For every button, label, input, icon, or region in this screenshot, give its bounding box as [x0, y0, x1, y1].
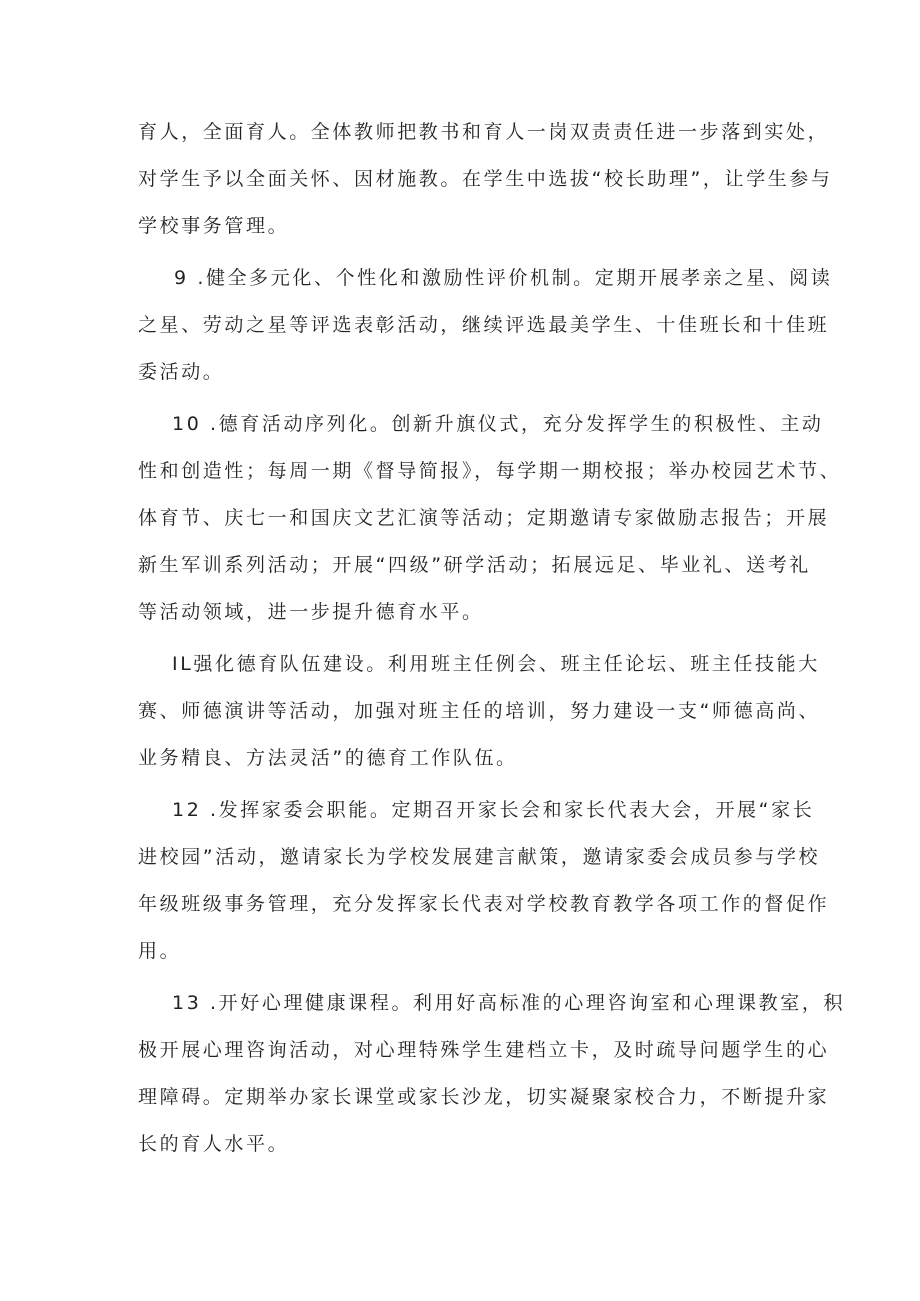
text-line: 体育节、庆七一和国庆文艺汇演等活动；定期邀请专家做励志报告；开展 — [138, 507, 830, 529]
text-line: 赛、师德演讲等活动，加强对班主任的培训，努力建设一支“师德高尚、 — [138, 700, 821, 722]
text-line: 等活动领域，进一步提升德育水平。 — [138, 601, 484, 623]
text-line: 之星、劳动之星等评选表彰活动，继续评选最美学生、十佳班长和十佳班 — [138, 314, 830, 336]
text-line: 用。 — [138, 940, 182, 962]
text-line: 进校园”活动，邀请家长为学校发展建言献策，邀请家委会成员参与学校 — [138, 846, 821, 868]
text-line: 长的育人水平。 — [138, 1133, 290, 1155]
text-line: 委活动。 — [138, 361, 225, 383]
text-line: 学校事务管理。 — [138, 215, 290, 237]
text-line: IL强化德育队伍建设。利用班主任例会、班主任论坛、班主任技能大 — [172, 653, 820, 675]
text-line: 10 .德育活动序列化。创新升旗仪式，充分发挥学生的积极性、主动 — [172, 413, 824, 435]
text-line: 13 .开好心理健康课程。利用好高标准的心理咨询室和心理课教室，积 — [172, 992, 846, 1014]
text-line: 9 .健全多元化、个性化和激励性评价机制。定期开展孝亲之星、阅读 — [174, 267, 833, 289]
text-line: 性和创造性；每周一期《督导简报》，每学期一期校报；举办校园艺术节、 — [138, 460, 842, 482]
text-line: 对学生予以全面关怀、因材施教。在学生中选拔“校长助理”，让学生参与 — [138, 168, 833, 190]
text-line: 12 .发挥家委会职能。定期召开家长会和家长代表大会，开展“家长 — [172, 799, 815, 821]
text-line: 理障碍。定期举办家长课堂或家长沙龙，切实凝聚家校合力，不断提升家 — [138, 1086, 830, 1108]
text-line: 新生军训系列活动；开展“四级”研学活动；拓展远足、毕业礼、送考礼 — [138, 554, 811, 576]
text-line: 业务精良、方法灵活”的德育工作队伍。 — [138, 747, 518, 769]
text-line: 育人，全面育人。全体教师把教书和育人一岗双责责任进一步落到实处， — [138, 121, 830, 143]
text-line: 年级班级事务管理，充分发挥家长代表对学校教育教学各项工作的督促作 — [138, 893, 830, 915]
text-line: 极开展心理咨询活动，对心理特殊学生建档立卡，及时疏导问题学生的心 — [138, 1039, 830, 1061]
